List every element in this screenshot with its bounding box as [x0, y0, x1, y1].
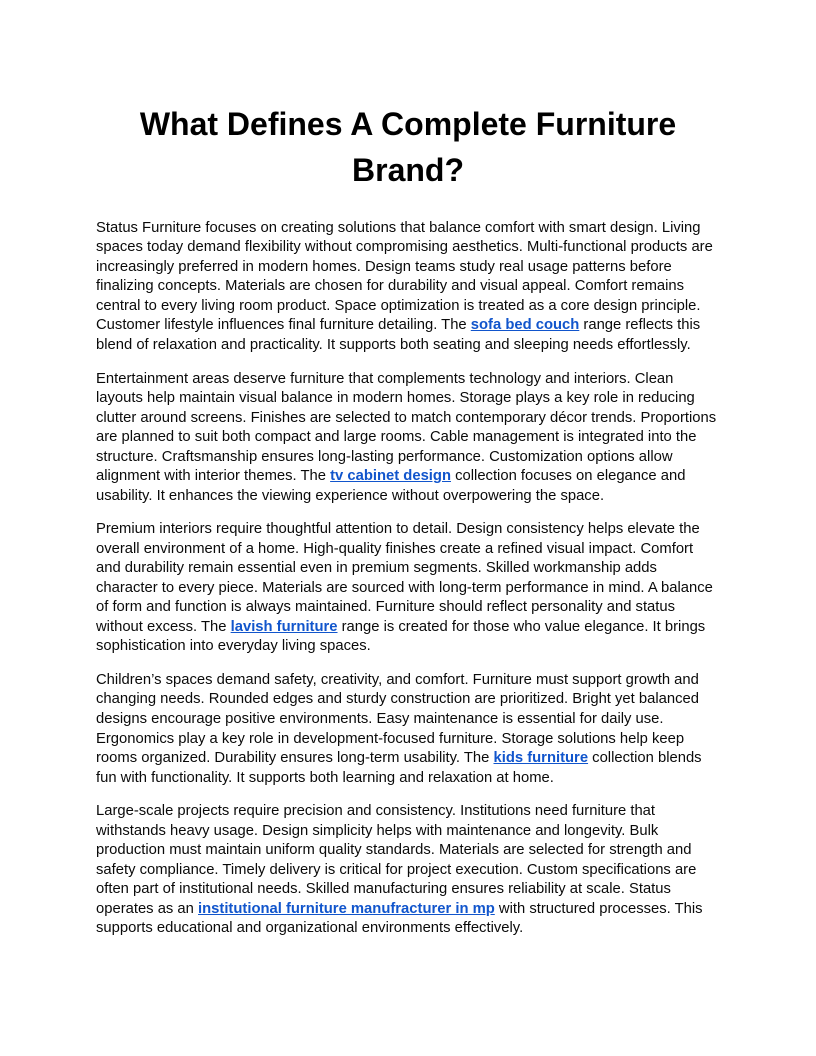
paragraph [96, 802, 720, 939]
paragraph [96, 219, 720, 356]
paragraph [96, 370, 720, 507]
link-tv-cabinet-design[interactable]: tv cabinet design [330, 468, 451, 485]
paragraph-text: Status Furniture focuses on creating solutions that balance comfort with smart design. Living spaces today demand flexibility without compromising aesthetics. Multi-functional products are increasingly preferred in modern homes. Design teams study real usage patterns before finalizing concepts. Materials are chosen for durability and visual appeal. Comfort remains central to every living room product. Space optimization is treated as a core design principle. Customer lifestyle influences final furniture detailing. The [96, 219, 713, 334]
document-title: What Defines A Complete Furniture Brand? [139, 106, 677, 189]
paragraph [96, 671, 720, 788]
paragraph-text: Premium interiors require thoughtful attention to detail. Design consistency helps elevate the overall environment of a home. High-quality finishes create a refined visual impact. Comfort and durability remain essential even in premium segments. Skilled workmanship adds character to every piece. Materials are sourced with long-term performance in mind. A balance of form and function is always maintained. Furniture should reflect personality and status without excess. The [96, 521, 713, 635]
link-kids-furniture[interactable]: kids furniture [493, 750, 589, 767]
link-lavish-furniture[interactable]: lavish furniture [230, 618, 338, 635]
paragraph-text: range reflects this blend of relaxation and practicality. It supports both seating and sleeping needs effortlessly. [96, 317, 701, 353]
paragraph-text: Children’s spaces demand safety, creativity, and comfort. Furniture must support growth and changing needs. Rounded edges and sturdy construction are prioritized. Bright yet balanced designs encourage positive environments. Easy maintenance is essential for daily use. Ergonomics play a key role in development-focused furniture. Storage solutions help keep rooms organized. Durability ensures long-term usability. The [96, 671, 699, 767]
paragraph-text: Entertainment areas deserve furniture that complements technology and interiors. Clean layouts help maintain visual balance in modern homes. Storage plays a key role in reducing clutter around screens. Finishes are selected to match contemporary décor trends. Proportions are planned to suit both compact and large rooms. Cable management is integrated into the structure. Craftsmanship ensures long-lasting performance. Customization options allow alignment with interior themes. The [96, 370, 717, 485]
paragraph-text: range is created for those who value elegance. It brings sophistication into everyday living spaces. [96, 618, 706, 655]
paragraph [96, 520, 720, 657]
paragraph-text: Large-scale projects require precision and consistency. Institutions need furniture that withstands heavy usage. Design simplicity helps with maintenance and longevity. Bulk production must maintain uniform quality standards. Materials are selected for strength and safety compliance. Timely delivery is critical for project execution. Custom specifications are often part of institutional needs. Skilled manufacturing ensures reliability at scale. Status operates as an [96, 803, 697, 917]
link-institutional-furniture-manufacturer[interactable]: institutional furniture manufracturer in mp [198, 900, 495, 917]
paragraph-text: with structured processes. This supports educational and organizational environments effectively. [96, 900, 703, 937]
paragraph-text: collection focuses on elegance and usability. It enhances the viewing experience without overpowering the space. [96, 468, 686, 504]
paragraph-text: collection blends fun with functionality. It supports both learning and relaxation at home. [96, 750, 702, 786]
link-sofa-bed-couch[interactable]: sofa bed couch [470, 317, 580, 334]
